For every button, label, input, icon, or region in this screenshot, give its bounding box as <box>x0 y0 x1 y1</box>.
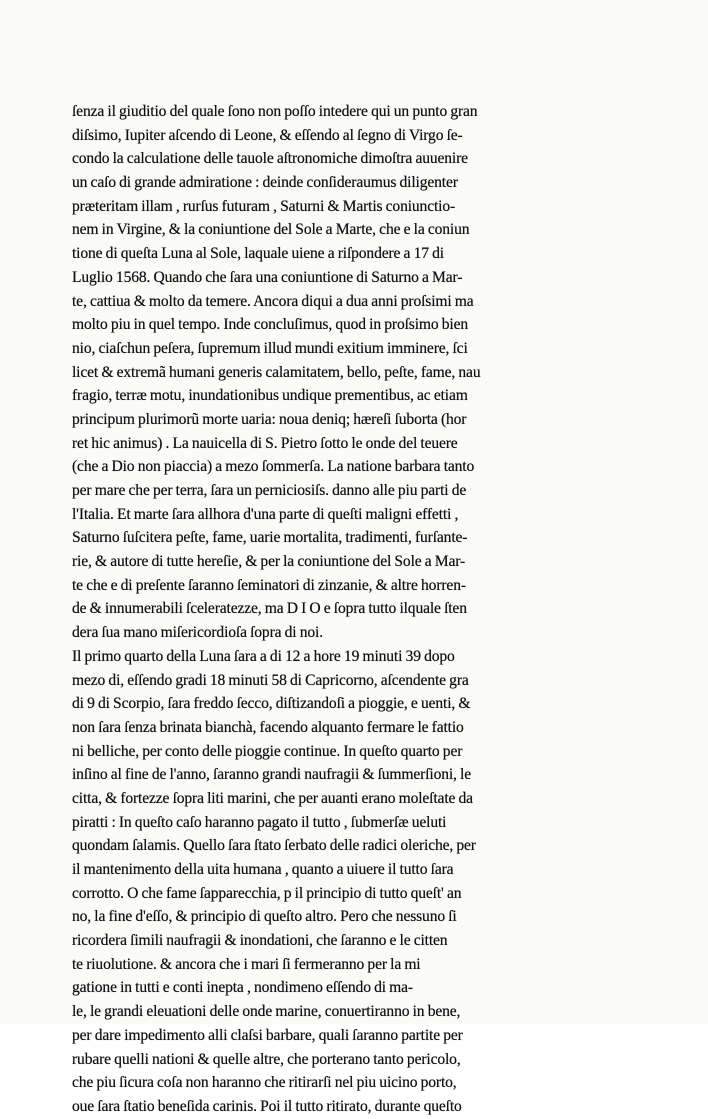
text-line: ret hic animus) . La nauicella di S. Pietro ſotto le onde del teuere <box>72 434 458 452</box>
text-line: (che a Dio non piaccia) a mezo ſommerſa. La natione barbara tanto <box>72 458 475 476</box>
text-line: Luglio 1568. Quando che ſara una coniuntione di Saturno a Mar- <box>72 268 463 286</box>
text-line: de & innumerabili ſceleratezze, ma D I O e ſopra tutto ilquale ſten <box>72 600 467 618</box>
text-line: l'Italia. Et marte ſara allhora d'una parte di queſti maligni effetti , <box>72 505 459 523</box>
text-line: quondam ſalamis. Quello ſara ſtato ſerbato delle radici oleriche, per <box>72 837 476 855</box>
text-line: rie, & autore di tutte hereſie, & per la coniuntione del Sole a Mar- <box>72 553 466 571</box>
text-line: fragio, terræ motu, inundationibus undique prementibus, ac etiam <box>72 387 468 405</box>
text-line: non ſara ſenza brinata bianchà, facendo alquanto fermare le fattio <box>72 718 464 736</box>
text-line: principum plurimorũ morte uaria: noua deniq; hæreſi ſuborta (hor <box>72 410 467 428</box>
text-line: citta, & fortezze ſopra liti marini, che per auanti erano moleſtate da <box>72 789 473 807</box>
text-line: ricordera ſimili naufragii & inondationi, che ſaranno e le citten <box>72 932 448 950</box>
text-line: nem in Virgine, & la coniuntione del Sole a Marte, che e la coniun <box>72 221 470 239</box>
text-line: mezo di, eſſendo gradi 18 minuti 58 di Capricorno, aſcendente gra <box>72 671 469 689</box>
text-line: rubare quelli nationi & quelle altre, che porterano tanto pericolo, <box>72 1050 461 1068</box>
text-line: di 9 di Scorpio, ſara freddo ſecco, diſtizandoſi a pioggie, e uenti, & <box>72 695 471 713</box>
text-line: te, cattiua & molto da temere. Ancora diqui a dua anni proſsimi ma <box>72 292 474 310</box>
text-line: un caſo di grande admiratione : deinde conſideraumus diligenter <box>72 174 458 192</box>
text-line: dera ſua mano miſericordioſa ſopra di noi. <box>72 624 323 642</box>
body-text <box>72 100 592 1119</box>
text-line: no, la fine d'eſſo, & principio di queſto altro. Pero che nessuno ſi <box>72 908 457 926</box>
text-line: Il primo quarto della Luna ſara a di 12 a hore 19 minuti 39 dopo <box>72 647 455 665</box>
text-line: Saturno ſuſcitera peſte, fame, uarie mortalita, tradimenti, furſante- <box>72 529 468 547</box>
text-line: licet & extremã humani generis calamitatem, bello, peſte, fame, nau <box>72 363 481 381</box>
text-line: le, le grandi eleuationi delle onde marine, conuertiranno in bene, <box>72 1003 461 1021</box>
text-line: præteritam illam , rurſus futuram , Saturni & Martis coniunctio- <box>72 197 456 215</box>
text-line: oue ſara ſtatio beneſida carinis. Poi il tutto ritirato, durante queſto <box>72 1097 462 1115</box>
text-line: il mantenimento della uita humana , quanto a uiuere il tutto ſara <box>72 861 454 878</box>
text-line: molto piu in quel tempo. Inde concluſimus, quod in proſsimo bien <box>72 316 468 334</box>
text-line: gatione in tutti e conti inepta , nondimeno eſſendo di ma- <box>72 979 413 997</box>
text-line: te che e di preſente ſaranno ſeminatori di zinzanie, & altre horren- <box>72 576 466 594</box>
text-line: corrotto. O che fame ſapparecchia, p il principio di tutto queſt' an <box>72 884 462 902</box>
text-line: nio, ciaſchun peſera, ſupremum illud mundi exitium imminere, ſci <box>72 339 468 357</box>
text-line: te riuolutione. & ancora che i mari ſi fermeranno per la mi <box>72 955 421 973</box>
text-line: ni belliche, per conto delle pioggie continue. In queſto quarto per <box>72 742 463 760</box>
text-line: inſino al fine de l'anno, ſaranno grandi naufragii & ſummerſioni, le <box>72 766 471 784</box>
text-line: per mare che per terra, ſara un perniciosiſs. danno alle piu parti de <box>72 482 467 499</box>
text-line: tione di queſta Luna al Sole, laquale uiene a riſpondere a 17 di <box>72 245 444 263</box>
text-line: condo la calculatione delle tauole aſtronomiche dimoſtra auuenire <box>72 150 468 168</box>
text-line: ſenza il giuditio del quale ſono non poſſo intedere qui un punto gran <box>72 103 478 120</box>
text-line: per dare impedimento alli claſsi barbare, quali ſaranno partite per <box>72 1026 463 1044</box>
text-line: che piu ſicura coſa non haranno che ritirarſi nel piu uicino porto, <box>72 1074 457 1092</box>
text-line: diſsimo, Iupiter aſcendo di Leone, & eſſendo al ſegno di Virgo ſe- <box>72 126 463 144</box>
text-line: piratti : In queſto caſo haranno pagato il tutto , ſubmerſæ ueluti <box>72 813 447 831</box>
